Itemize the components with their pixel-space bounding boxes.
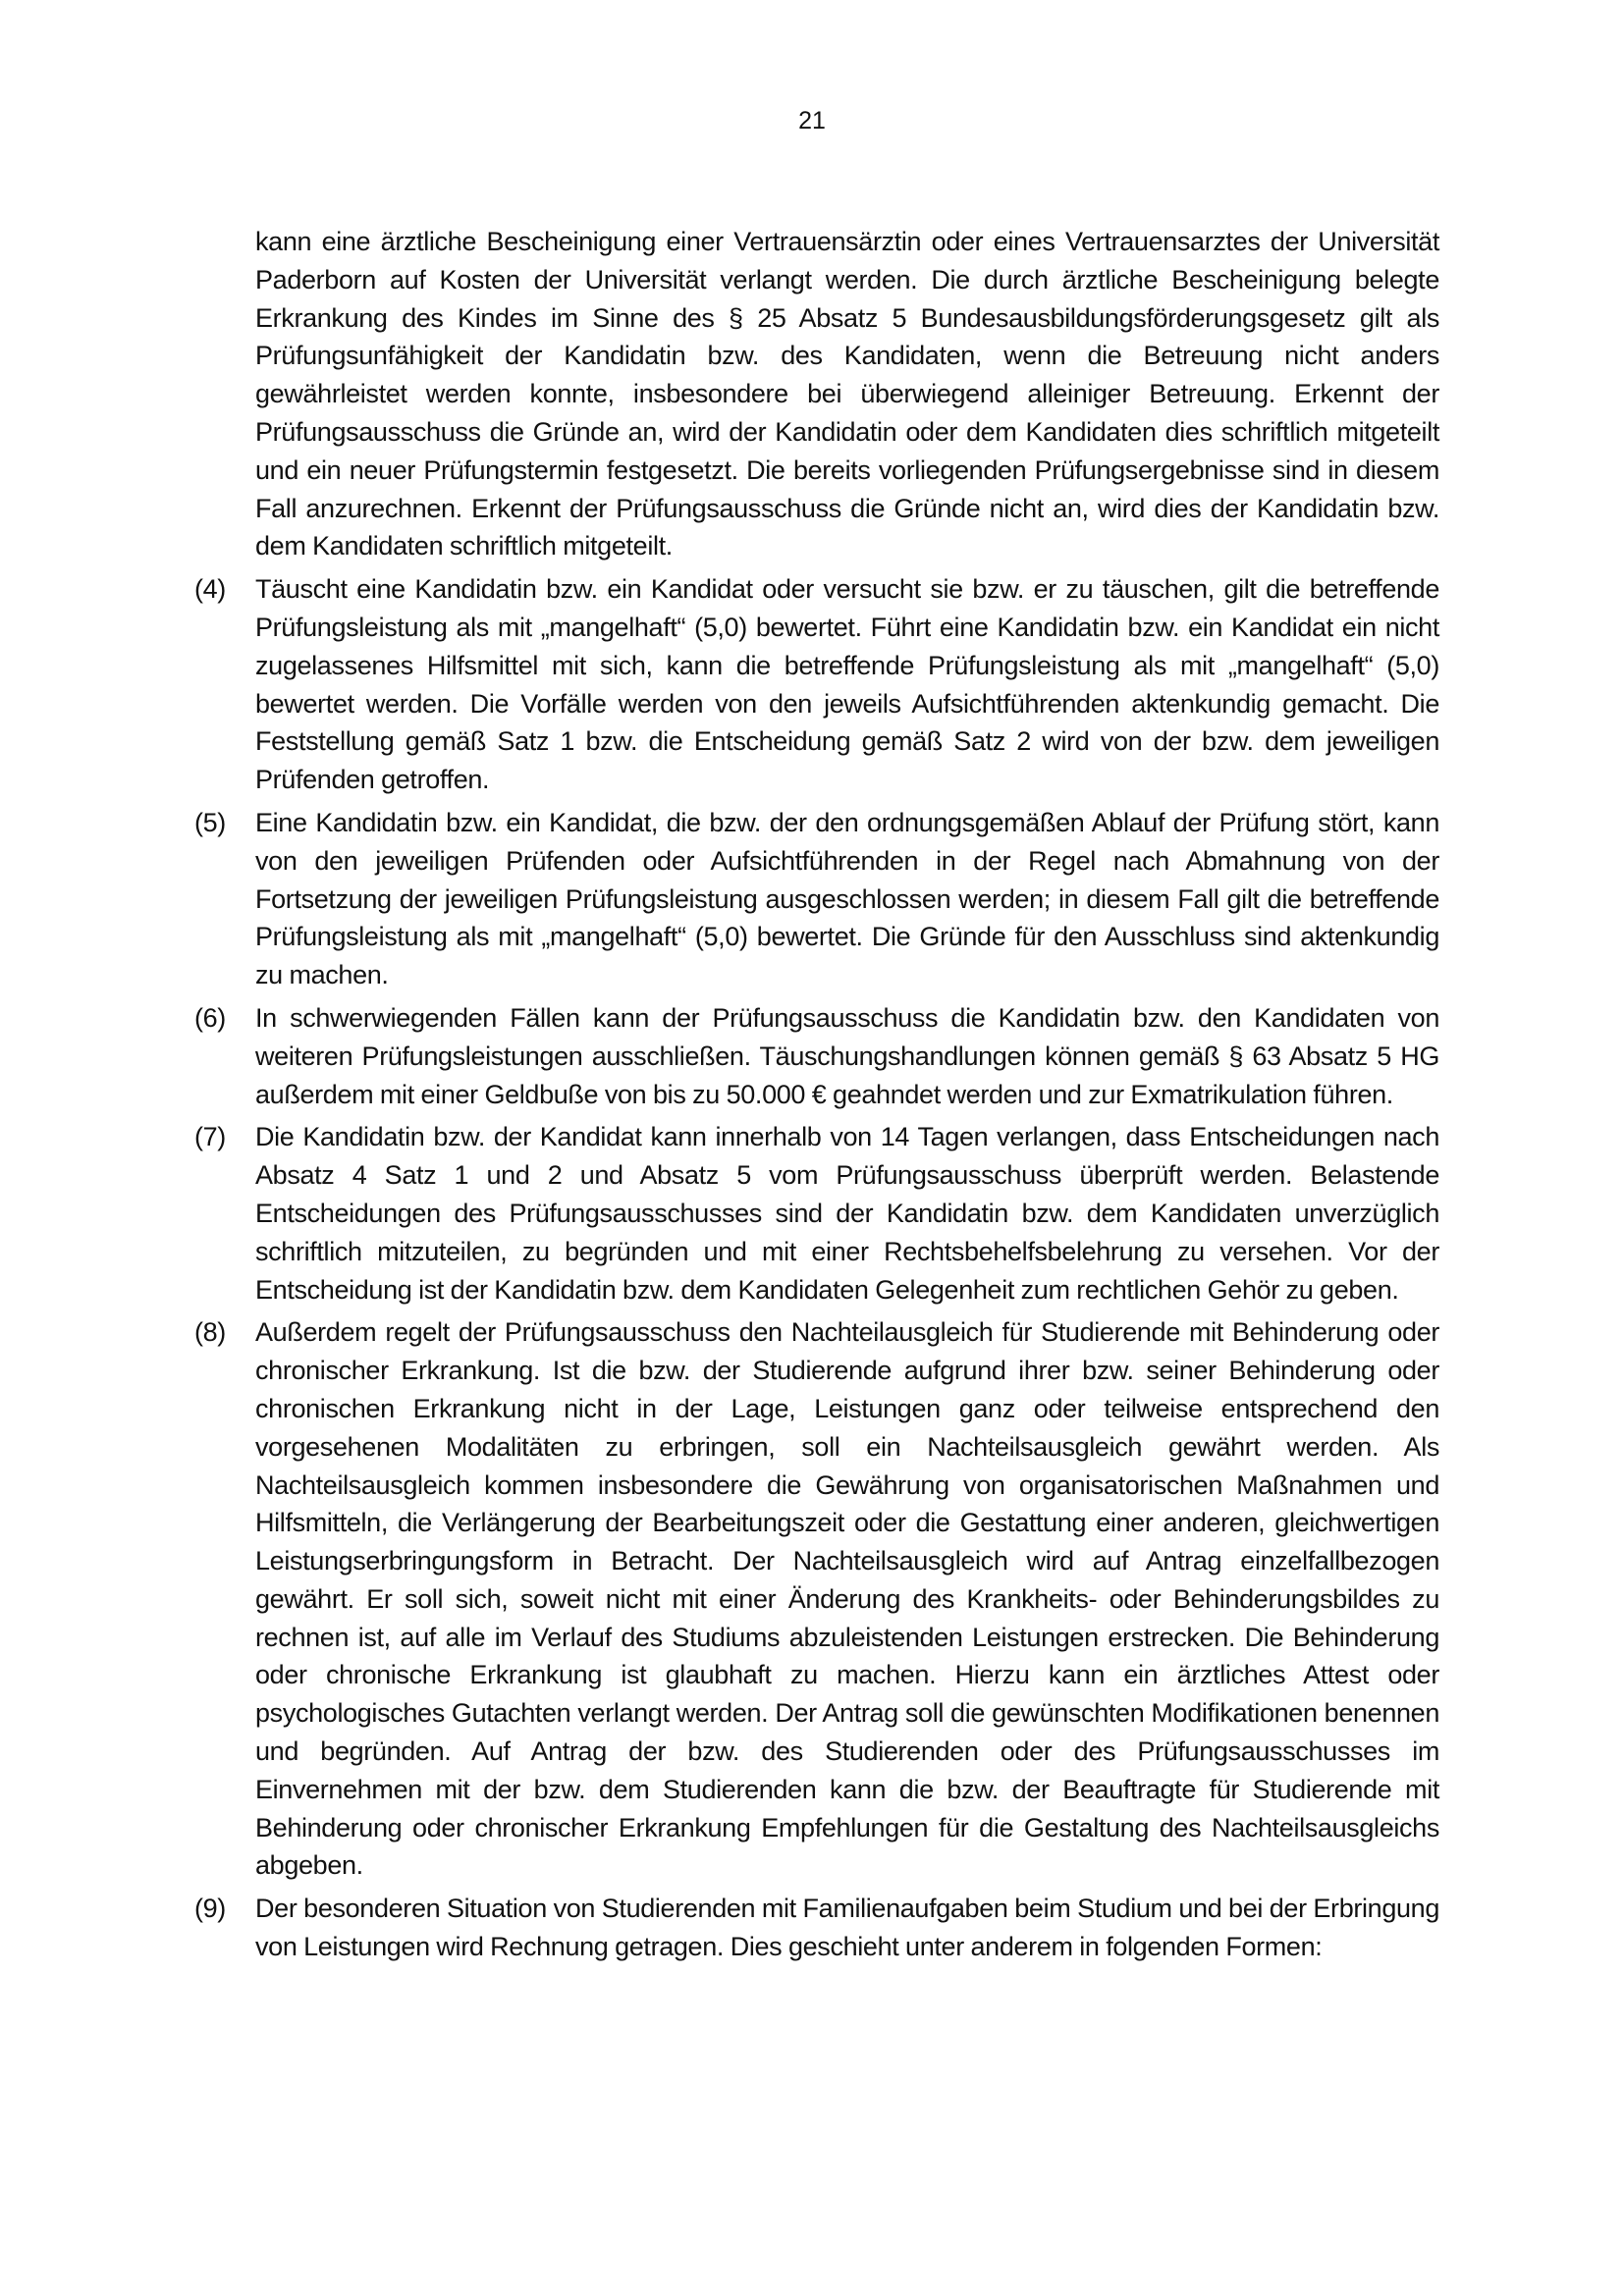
paragraph-text: kann eine ärztliche Bescheinigung einer Vertrauensärztin oder eines Vertrauensarztes der Universität Paderborn auf Kosten der Universität verlangt werden. Die durch ärztliche Bescheinigung belegte Erkrankung des Kindes im Sinne des § 25 Absatz 5 Bundesausbildungsförderungsgesetz gilt als Prüfungsunfähigkeit der Kandidatin bzw. des Kandidaten, wenn die Betreuung nicht anders gewährleistet werden konnte, insbesondere bei überwiegend alleiniger Betreuung. Erkennt der Prüfungsausschuss die Gründe an, wird der Kandidatin oder dem Kandidaten dies schriftlich mitgeteilt und ein neuer Prüfungstermin festgesetzt. Die bereits vorliegenden Prüfungsergebnisse sind in diesem Fall anzurechnen. Erkennt der Prüfungsausschuss die Gründe nicht an, wird dies der Kandidatin bzw. dem Kandidaten schriftlich mitgeteilt. [255,227,1439,561]
paragraph-3-continued [194,223,1439,565]
paragraph-text: Außerdem regelt der Prüfungsausschuss den Nachteilausgleich für Studierende mit Behinderung oder chronischer Erkrankung. Ist die bzw. der Studierende aufgrund ihrer bzw. seiner Behinderung oder chronischen Erkrankung nicht in der Lage, Leistungen ganz oder teilweise entsprechend den vorgesehenen Modalitäten zu erbringen, soll ein Nachteilsausgleich gewährt werden. Als Nachteilsausgleich kommen insbesondere die Gewährung von organisatorischen Maßnahmen und Hilfsmitteln, die Verlängerung der Bearbeitungszeit oder die Gestattung einer anderen, gleichwertigen Leistungserbringungsform in Betracht. Der Nachteilsausgleich wird auf Antrag einzelfallbezogen gewährt. Er soll sich, soweit nicht mit einer Änderung des Krankheits- oder Behinderungsbildes zu rechnen ist, auf alle im Verlauf des Studiums abzuleistenden Leistungen erstrecken. Die Behinderung oder chronische Erkrankung ist glaubhaft zu machen. Hierzu kann ein ärztliches Attest oder psychologisches Gutachten verlangt werden. Der Antrag soll die gewünschten Modifikationen benennen und begründen. Auf Antrag der bzw. des Studierenden oder des Prüfungsausschusses im Einvernehmen mit der bzw. dem Studierenden kann die bzw. der Beauftragte für Studierende mit Behinderung oder chronischer Erkrankung Empfehlungen für die Gestaltung des Nachteilsausgleichs abgeben. [255,1317,1439,1881]
paragraph-8 [194,1313,1439,1885]
paragraph-text: In schwerwiegenden Fällen kann der Prüfungsausschuss die Kandidatin bzw. den Kandidaten von weiteren Prüfungsleistungen ausschließen. Täuschungshandlungen können gemäß § 63 Absatz 5 HG außerdem mit einer Geldbuße von bis zu 50.000 € geahndet werden und zur Exmatrikulation führen. [255,1002,1439,1109]
paragraph-text: Eine Kandidatin bzw. ein Kandidat, die bzw. der den ordnungsgemäßen Ablauf der Prüfung stört, kann von den jeweiligen Prüfenden oder Aufsichtführenden in der Regel nach Abmahnung von der Fortsetzung der jeweiligen Prüfungsleistung ausgeschlossen werden; in diesem Fall gilt die betreffende Prüfungsleistung als mit „mangelhaft“ (5,0) bewertet. Die Gründe für den Ausschluss sind aktenkundig zu machen. [255,807,1439,990]
paragraph-5 [194,804,1439,994]
paragraph-7 [194,1118,1439,1308]
paragraph-number: (9) [194,1894,226,1924]
page-number: 21 [798,107,826,134]
paragraph-number: (8) [194,1317,226,1348]
paragraph-text: Täuscht eine Kandidatin bzw. ein Kandidat oder versucht sie bzw. er zu täuschen, gilt die betreffende Prüfungsleistung als mit „mangelhaft“ (5,0) bewertet. Führt eine Kandidatin bzw. ein Kandidat ein nicht zugelassenes Hilfsmittel mit sich, kann die betreffende Prüfungsleistung als mit „mangelhaft“ (5,0) bewertet werden. Die Vorfälle werden von den jeweils Aufsichtführenden aktenkundig gemacht. Die Feststellung gemäß Satz 1 bzw. die Entscheidung gemäß Satz 2 wird von der bzw. dem jeweiligen Prüfenden getroffen. [255,574,1439,795]
paragraph-6 [194,999,1439,1113]
paragraph-number: (5) [194,807,226,837]
paragraph-number: (4) [194,574,226,605]
paragraph-text: Die Kandidatin bzw. der Kandidat kann innerhalb von 14 Tagen verlangen, dass Entscheidungen nach Absatz 4 Satz 1 und 2 und Absatz 5 vom Prüfungsausschuss überprüft werden. Belastende Entscheidungen des Prüfungsausschusses sind der Kandidatin bzw. dem Kandidaten unverzüglich schriftlich mitzuteilen, zu begründen und mit einer Rechtsbehelfsbelehrung zu versehen. Vor der Entscheidung ist der Kandidatin bzw. dem Kandidaten Gelegenheit zum rechtlichen Gehör zu geben. [255,1122,1439,1305]
paragraph-number: (7) [194,1122,226,1152]
paragraph-9 [194,1890,1439,1966]
paragraph-4 [194,570,1439,799]
document-body [194,223,1439,1971]
paragraph-text: Der besonderen Situation von Studierenden mit Familienaufgaben beim Studium und bei der Erbringung von Leistungen wird Rechnung getragen. Dies geschieht unter anderem in folgenden Formen: [255,1894,1439,1962]
paragraph-number: (6) [194,1002,226,1033]
